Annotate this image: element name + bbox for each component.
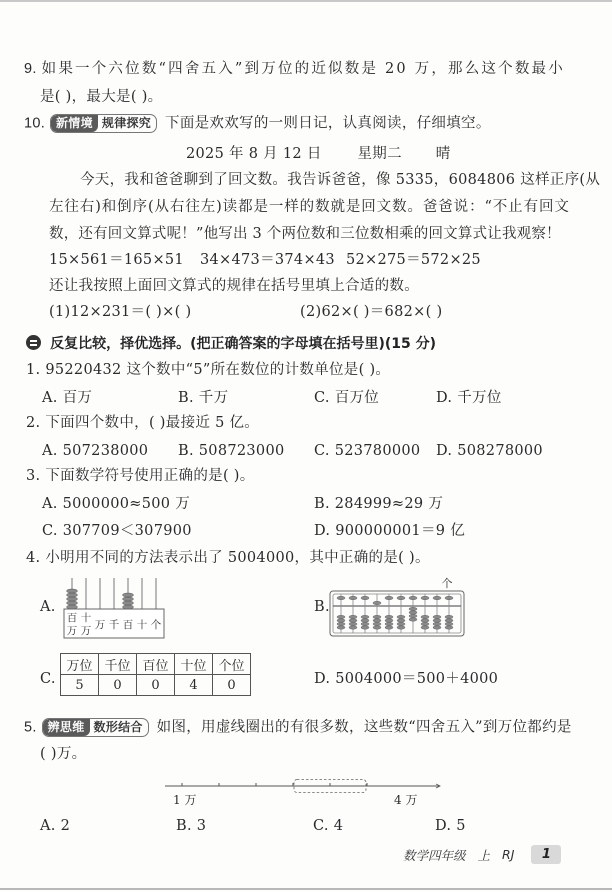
mc-question-1-option-a: A. 百万 xyxy=(42,390,93,406)
svg-text:个: 个 xyxy=(441,577,453,590)
equation-2: 34×473＝374×43 xyxy=(200,252,335,268)
counting-frame-icon xyxy=(62,578,172,640)
footer-book-title: 数学四年级 xyxy=(403,847,466,863)
counting-frame-diagram xyxy=(62,578,172,640)
number-line xyxy=(165,779,445,809)
table-header-cell: 百位 xyxy=(137,654,175,675)
table-cell: 4 xyxy=(175,675,213,696)
svg-text:万: 万 xyxy=(66,625,78,637)
diary-weekday: 星期二 xyxy=(357,146,402,162)
table-cell: 0 xyxy=(99,675,137,696)
q4-option-b-label: B. xyxy=(314,599,330,615)
table-cell: 5 xyxy=(61,675,99,696)
page-number: 1 xyxy=(531,845,561,864)
section-2-title: 反复比较，择优选择。(把正确答案的字母填在括号里)(15 分) xyxy=(50,336,437,352)
mc-question-1-option-c: C. 百万位 xyxy=(314,390,380,406)
sub-question-2: (2)62×( )＝682×( ) xyxy=(300,304,443,320)
mc-question-3-option-a: A. 5000000≈500 万 xyxy=(42,496,191,512)
footer-volume: 上 xyxy=(477,847,491,863)
svg-text:千: 千 xyxy=(108,619,120,631)
diary-date: 2025 年 8 月 12 日 xyxy=(186,146,322,162)
page-top-edge xyxy=(0,0,612,2)
svg-text:百: 百 xyxy=(66,612,78,624)
mc-question-1-stem: 1. 95220432 这个数中“5”所在数位的计数单位是( )。 xyxy=(26,362,391,378)
question-5-stem: 如图，用虚线圈出的有很多数，这些数“四舍五入”到万位都约是 xyxy=(156,719,572,736)
question-10 xyxy=(24,114,491,133)
table-header-row xyxy=(61,654,251,675)
page-footer xyxy=(403,845,561,864)
svg-text:个: 个 xyxy=(150,619,162,631)
abacus-icon xyxy=(329,576,469,638)
mc-question-5-option-a: A. 2 xyxy=(40,818,71,834)
tag-badge xyxy=(50,114,157,133)
svg-text:十: 十 xyxy=(136,619,148,631)
equation-3: 52×275＝572×25 xyxy=(346,252,481,268)
svg-text:万: 万 xyxy=(80,625,92,637)
question-number: 5. xyxy=(24,719,37,736)
q4-option-d: D. 5004000＝500＋4000 xyxy=(314,671,499,687)
diary-instruction: 还让我按照上面回文算式的规律在括号里填上合适的数。 xyxy=(49,278,419,294)
table-header-cell: 十位 xyxy=(175,654,213,675)
svg-text:万: 万 xyxy=(94,619,106,631)
diary-paragraph-line3: 数，还有回文算式呢！”他写出 3 个两位数和三位数相乘的回文算式让我观察！ xyxy=(49,226,561,242)
abacus-diagram xyxy=(329,576,469,638)
question-number: 10. xyxy=(24,115,46,132)
question-9 xyxy=(24,60,565,78)
table-cell: 0 xyxy=(213,675,251,696)
badge-critical-thinking: 辨思维 xyxy=(43,719,90,736)
number-line-left-label: 1 万 xyxy=(173,793,197,807)
mc-question-3-option-d: D. 900000001＝9 亿 xyxy=(314,523,465,539)
mc-question-3-option-c: C. 307709＜307900 xyxy=(42,523,192,539)
diary-paragraph-line1: 今天，我和爸爸聊到了回文数。我告诉爸爸，像 5335，6084806 这样正序(从 xyxy=(80,172,601,188)
question-5 xyxy=(24,718,572,737)
svg-text:百: 百 xyxy=(122,619,134,631)
mc-question-5-option-d: D. 5 xyxy=(435,818,466,834)
question-5-stem-line2: ( )万。 xyxy=(40,746,87,762)
svg-text:十: 十 xyxy=(80,612,92,624)
equation-1: 15×561＝165×51 xyxy=(49,252,184,268)
footer-edition: RJ xyxy=(502,847,515,862)
place-value-table xyxy=(60,653,251,696)
question-9-line1: 如果一个六位数“四舍五入”到万位的近似数是 20 万，那么这个数最小 xyxy=(41,61,565,77)
section-number-icon xyxy=(26,335,41,350)
mc-question-2-option-a: A. 507238000 xyxy=(42,443,149,459)
mc-question-1-option-b: B. 千万 xyxy=(178,390,229,406)
badge-number-shape: 数形结合 xyxy=(93,720,143,734)
table-header-cell: 个位 xyxy=(213,654,251,675)
diary-weather: 晴 xyxy=(435,146,451,162)
mc-question-4-stem: 4. 小明用不同的方法表示出了 5004000，其中正确的是( )。 xyxy=(26,550,430,566)
mc-question-5-option-c: C. 4 xyxy=(313,818,344,834)
mc-question-3-stem: 3. 下面数学符号使用正确的是( )。 xyxy=(26,468,255,484)
mc-question-3-option-b: B. 284999≈29 万 xyxy=(314,496,444,512)
sub-question-1: (1)12×231＝( )×( ) xyxy=(49,304,192,320)
table-cell: 0 xyxy=(137,675,175,696)
table-row xyxy=(61,675,251,696)
question-10-prompt: 下面是欢欢写的一则日记，认真阅读，仔细填空。 xyxy=(165,115,491,132)
section-2-header xyxy=(26,333,436,353)
question-number: 9. xyxy=(24,61,37,77)
diary-paragraph-line2: 左往右)和倒序(从右往左)读都是一样的数就是回文数。爸爸说：“不止有回文 xyxy=(49,199,570,215)
mc-question-5-option-b: B. 3 xyxy=(176,818,207,834)
q4-option-c-label: C. xyxy=(40,671,56,687)
number-line-right-label: 4 万 xyxy=(394,793,418,807)
page-bottom-edge xyxy=(0,888,612,890)
badge-pattern-exploration: 规律探究 xyxy=(101,116,152,130)
diary-header xyxy=(186,145,451,163)
q4-option-a-label: A. xyxy=(40,599,56,615)
mc-question-2-stem: 2. 下面四个数中，( )最接近 5 亿。 xyxy=(26,415,260,431)
badge-new-context: 新情境 xyxy=(51,115,98,132)
tag-badge xyxy=(42,718,149,737)
question-9-line2: 是( )，最大是( )。 xyxy=(40,89,163,105)
mc-question-2-option-b: B. 508723000 xyxy=(178,443,285,459)
mc-question-1-option-d: D. 千万位 xyxy=(436,390,502,406)
mc-question-2-option-c: C. 523780000 xyxy=(314,443,421,459)
mc-question-2-option-d: D. 508278000 xyxy=(436,443,543,459)
table-header-cell: 千位 xyxy=(99,654,137,675)
table-header-cell: 万位 xyxy=(61,654,99,675)
